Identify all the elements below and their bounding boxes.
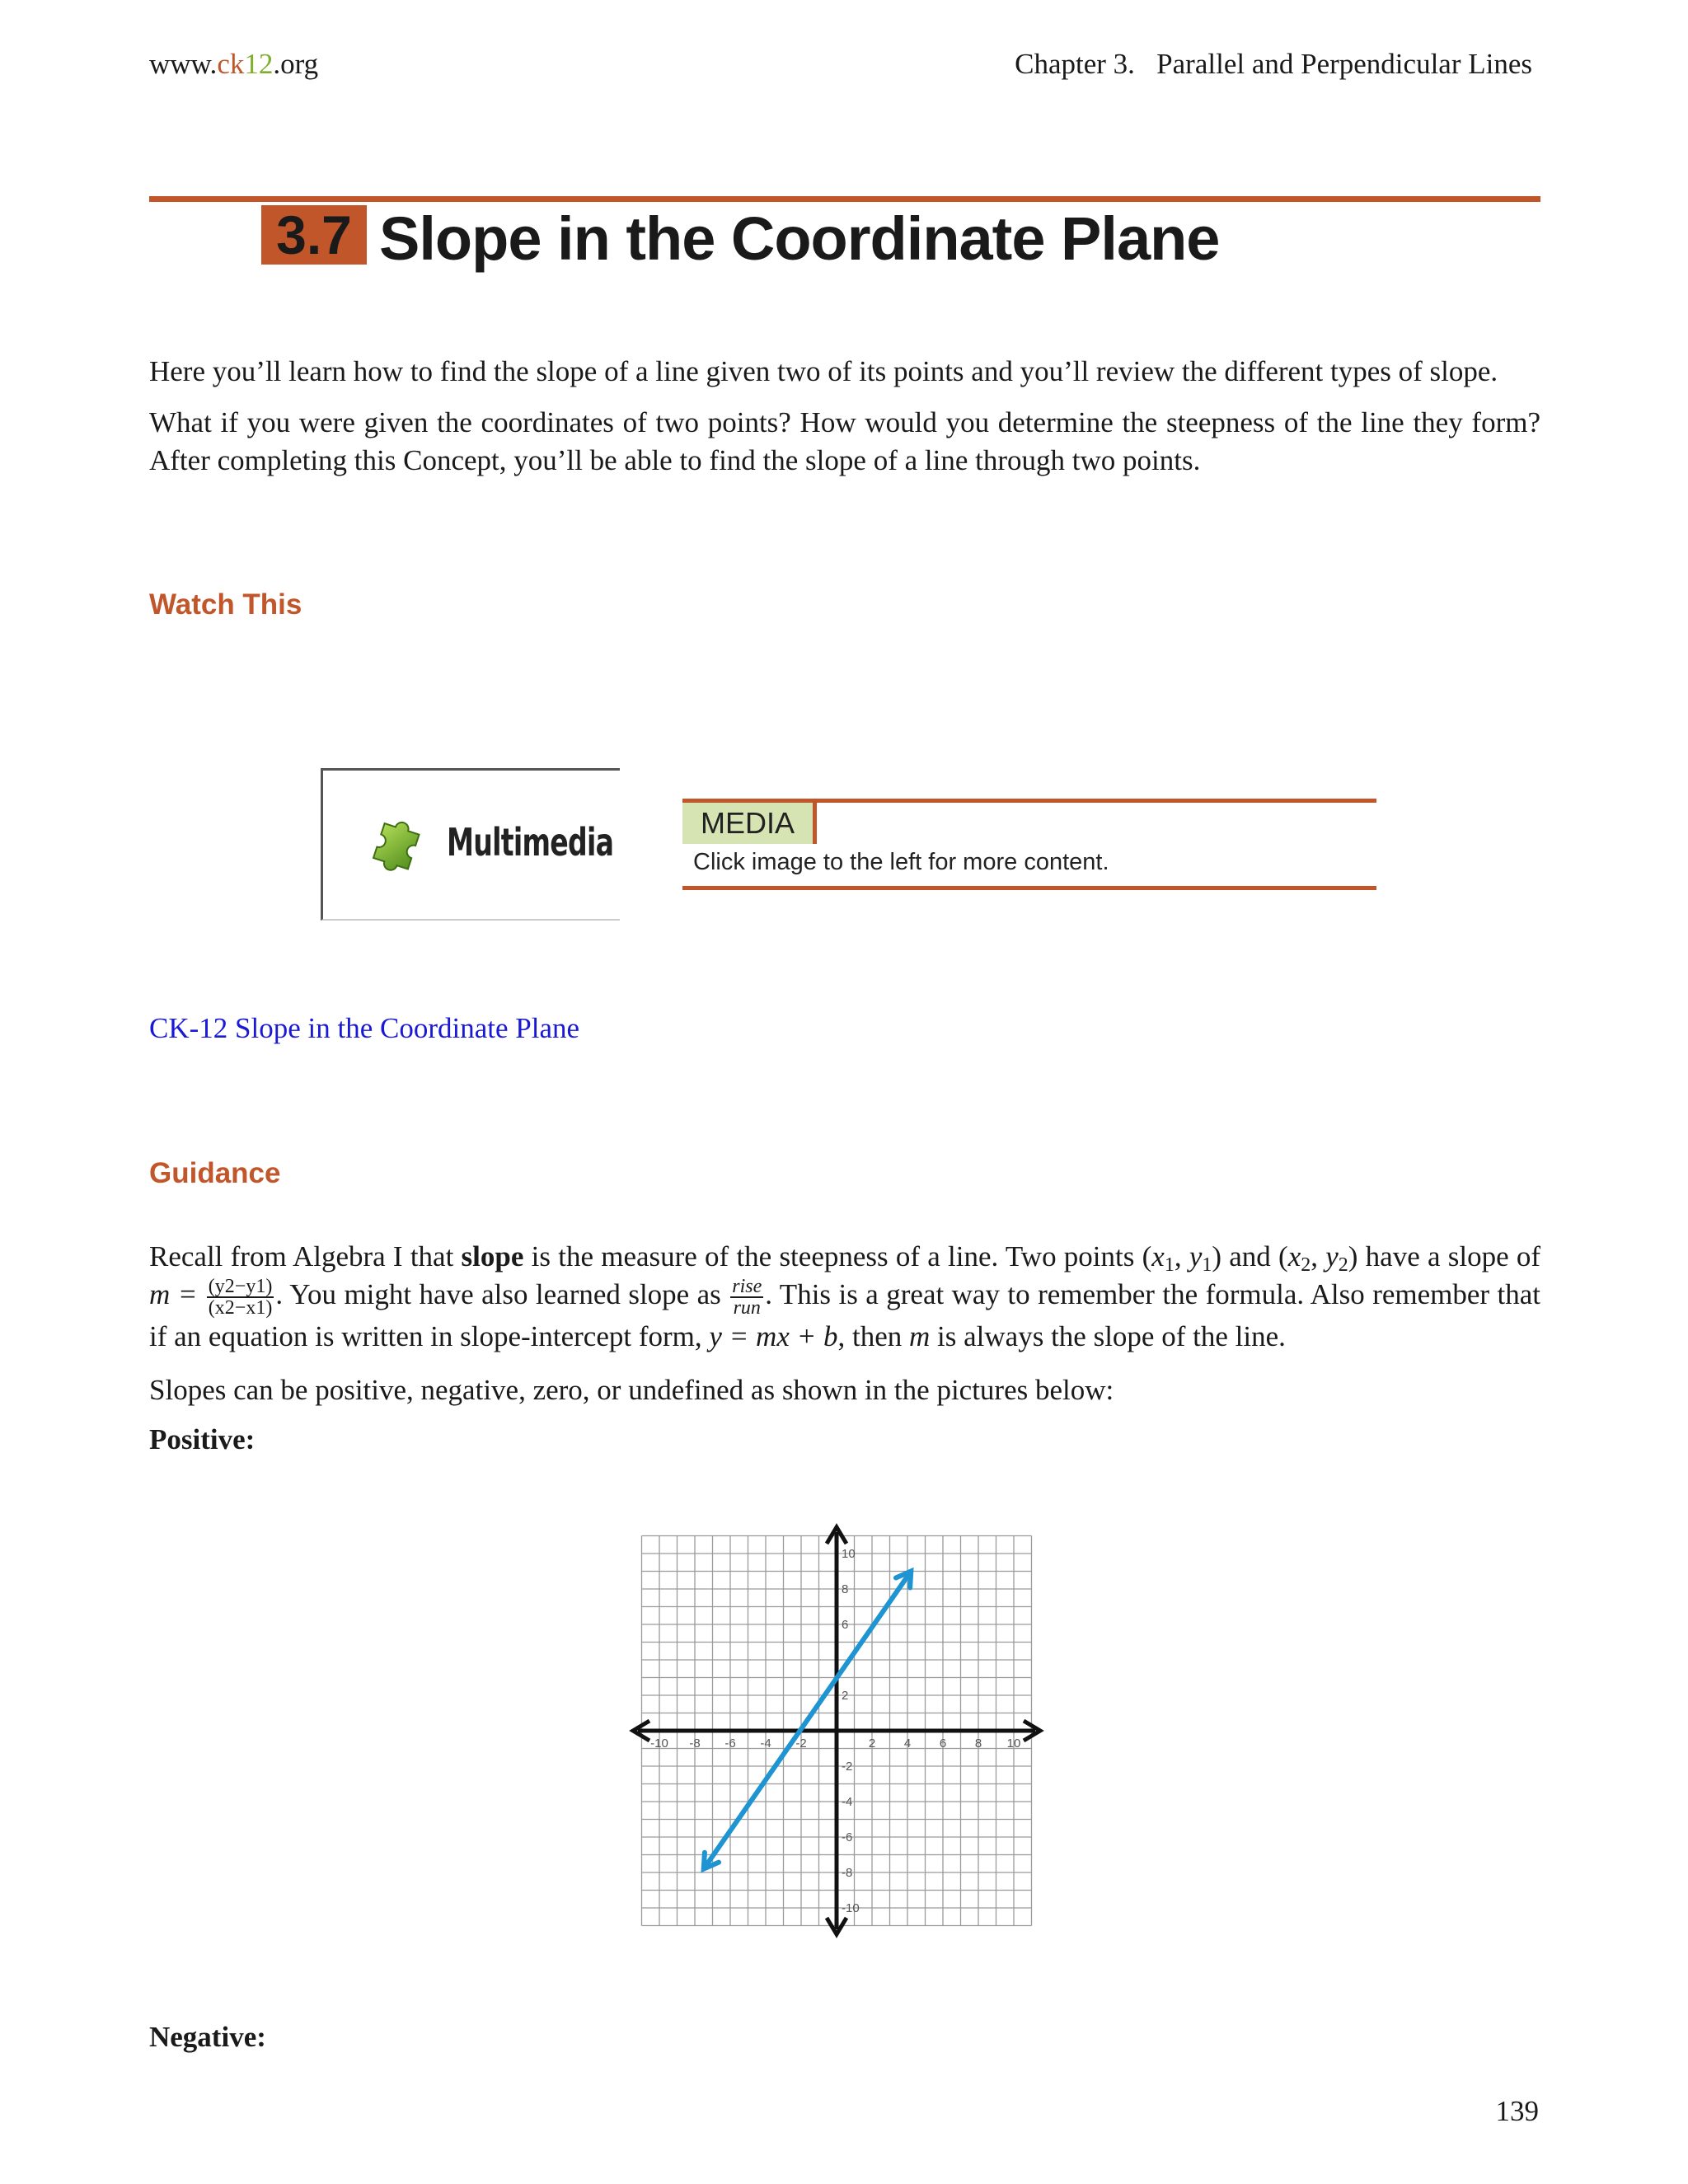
media-caption: Click image to the left for more content. xyxy=(693,849,1109,875)
chapter-header: Chapter 3. Parallel and Perpendicular Lines xyxy=(1015,48,1532,80)
section-number: 3.7 xyxy=(261,205,367,265)
y-tick-label: 6 xyxy=(842,1618,849,1632)
y-tick-label: -8 xyxy=(842,1866,853,1880)
positive-slope-graph xyxy=(626,1521,1055,1941)
m-equals: m = xyxy=(149,1278,198,1310)
guidance-paragraph: Recall from Algebra I that slope is the measure of the steepness of a line. Two points ($x_1$, $y_1$) and ($x_2$, $y_2$) have a slope of m = $\frac{(y2-y1)}{(x2-x1)}$ . You might have also learned slope as $\frac{\text{rise}}{\text{run}}$ . This is a great way to remember the formula. Also remember that if an equation is written in slope-intercept form, y = mx + b, then m is always the slope of the line. xyxy=(149,1240,1541,1352)
x-tick-label: -4 xyxy=(760,1736,771,1750)
y-tick-label: -10 xyxy=(842,1901,860,1915)
puzzle-piece-icon xyxy=(364,810,430,876)
slope-term: slope xyxy=(461,1240,524,1272)
graph-axes xyxy=(633,1527,1040,1934)
slope-types-intro: Slopes can be positive, negative, zero, or undefined as shown in the pictures below: xyxy=(149,1374,1114,1406)
multimedia-label: Multimedia xyxy=(447,820,614,865)
intro-paragraph-2: What if you were given the coordinates of two points? How would you determine the steepness of the line they form? After completing this Concept, you’ll be able to find the slope of a line through two points. xyxy=(149,406,1540,476)
y-tick-label: -4 xyxy=(842,1795,853,1809)
y-tick-label: -2 xyxy=(842,1760,853,1774)
slope-fraction: $\frac{(y2-y1)}{(x2-x1)}$ xyxy=(208,1275,273,1319)
negative-label: Negative: xyxy=(149,2021,266,2053)
x-tick-label: -10 xyxy=(650,1736,668,1750)
x-tick-label: 4 xyxy=(903,1736,912,1750)
y-tick-label: 8 xyxy=(842,1582,849,1596)
section-title: Slope in the Coordinate Plane xyxy=(379,204,1220,273)
page-number: 139 xyxy=(1495,2095,1539,2127)
multimedia-thumbnail[interactable] xyxy=(321,768,620,921)
intro-paragraph-1: Here you’ll learn how to find the slope of a line given two of its points and you’ll review the different types of slope. xyxy=(149,355,1498,387)
graph-series xyxy=(704,1572,912,1869)
x-tick-label: 8 xyxy=(974,1736,982,1750)
slope-intercept-form: y = mx + b xyxy=(709,1319,838,1352)
x-tick-label: 2 xyxy=(868,1736,876,1750)
y-tick-label: 2 xyxy=(842,1689,849,1703)
y-tick-label: 10 xyxy=(842,1547,856,1561)
x-tick-label: -8 xyxy=(689,1736,701,1750)
x-tick-label: -6 xyxy=(724,1736,736,1750)
point-1: ($x_1$, $y_1$) xyxy=(1142,1240,1222,1276)
guidance-heading: Guidance xyxy=(149,1157,281,1189)
media-rule-bottom xyxy=(682,886,1376,890)
ck12-video-link[interactable]: CK-12 Slope in the Coordinate Plane xyxy=(149,1012,580,1044)
rise-over-run: $\frac{\text{rise}}{\text{run}}$ xyxy=(732,1275,762,1319)
x-tick-label: 10 xyxy=(1006,1736,1021,1750)
point-2: ($x_2$, $y_2$) xyxy=(1278,1240,1358,1276)
y-tick-label: -6 xyxy=(842,1830,853,1844)
series-line xyxy=(704,1572,912,1869)
watch-heading: Watch This xyxy=(149,588,302,621)
media-tag: MEDIA xyxy=(682,803,817,844)
positive-label: Positive: xyxy=(149,1423,256,1455)
site-url: www.ck12.org xyxy=(149,48,319,80)
x-tick-label: 6 xyxy=(939,1736,947,1750)
x-tick-label: -2 xyxy=(795,1736,807,1750)
